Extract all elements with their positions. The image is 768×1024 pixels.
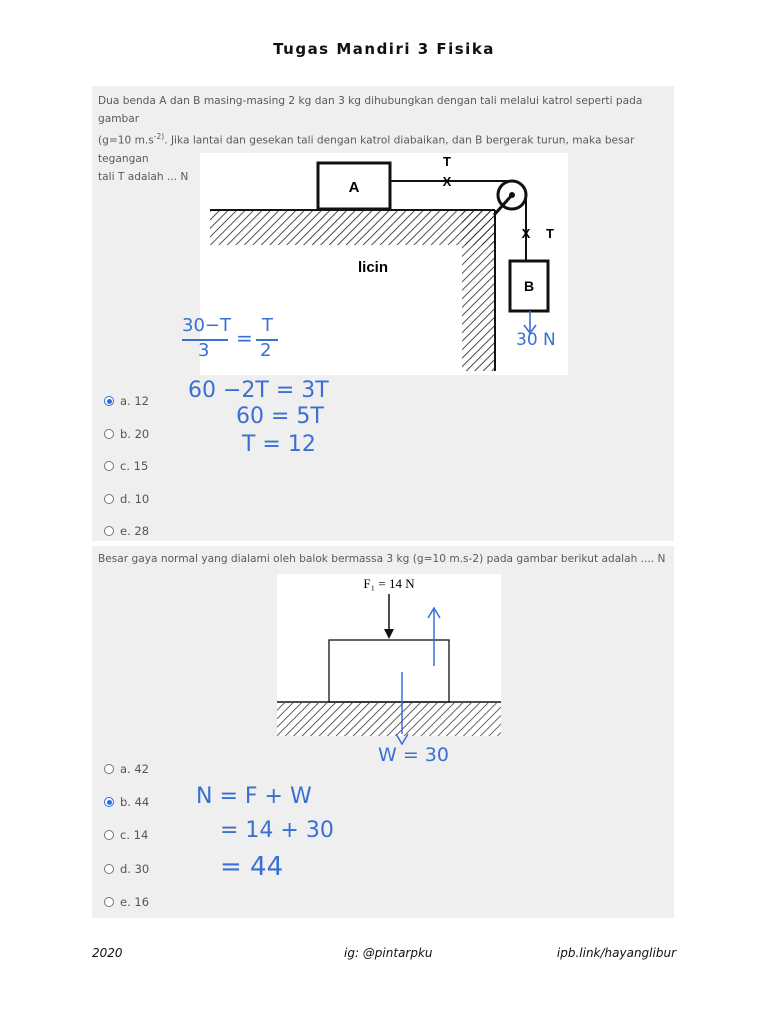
radio-button[interactable]: [104, 764, 114, 774]
q2-option-b[interactable]: [104, 795, 149, 809]
question-2-text: Besar gaya normal yang dialami oleh balok bermassa 3 kg (g=10 m.s-2) pada gambar berikut adalah .... N: [98, 553, 666, 565]
radio-button-selected[interactable]: [104, 396, 114, 406]
footer-link: ipb.link/hayanglibur: [556, 946, 676, 960]
option-label: e. 16: [120, 895, 150, 909]
block-figure: [277, 574, 501, 736]
option-label: a. 12: [120, 394, 149, 408]
q1-equals-sign: =: [236, 326, 253, 350]
radio-button[interactable]: [104, 830, 114, 840]
ground-hatch: [277, 703, 501, 736]
option-label: b. 44: [120, 795, 150, 809]
radio-button[interactable]: [104, 526, 114, 536]
q1-working-line-3: T = 12: [242, 432, 316, 457]
block: [329, 640, 449, 702]
block-diagram: [277, 574, 501, 736]
q1-line2-sup: -2): [153, 132, 165, 141]
page-title: Tugas Mandiri 3 Fisika: [273, 40, 495, 58]
q2-weight-note: W = 30: [378, 744, 449, 766]
option-label: c. 15: [120, 459, 149, 473]
q1-fraction-right-den: 2: [260, 340, 272, 361]
q1-fraction-right-num: T: [262, 315, 273, 336]
force-label: F₁ = 14 N: [363, 576, 415, 591]
question-1-card: [92, 86, 674, 541]
q1-working-line-1: 60 −2T = 3T: [188, 378, 329, 403]
q1-weight-note: 30 N: [516, 330, 556, 350]
q1-option-a[interactable]: [104, 394, 149, 408]
radio-button[interactable]: [104, 429, 114, 439]
q1-option-b[interactable]: [104, 427, 149, 441]
table-side-hatch: [462, 211, 495, 371]
q2-option-c[interactable]: [104, 828, 148, 842]
option-label: e. 28: [120, 524, 150, 538]
q1-working-line-2: 60 = 5T: [236, 404, 324, 429]
q2-option-a[interactable]: [104, 762, 149, 776]
option-label: b. 20: [120, 427, 150, 441]
question-1-line-1: Dua benda A dan B masing-masing 2 kg dan 3 kg dihubungkan dengan tali melalui katrol seperti pada gambar: [98, 95, 643, 125]
q1-fraction-left-den: 3: [198, 340, 210, 361]
block-b-label: B: [523, 278, 535, 294]
radio-button[interactable]: [104, 461, 114, 471]
q2-working-line-1: N = F + W: [196, 784, 312, 809]
radio-button-selected[interactable]: [104, 797, 114, 807]
q1-option-e[interactable]: [104, 524, 149, 538]
rope-mark-top: X: [442, 174, 452, 189]
block-a-label: A: [348, 179, 360, 196]
q1-fraction-left-num: 30−T: [182, 315, 231, 336]
option-label: c. 14: [120, 828, 149, 842]
q1-line2-post: . Jika lantai dan gesekan tali dengan katrol diabaikan, dan B bergerak turun, maka besar tegangan: [98, 134, 635, 165]
q1-option-d[interactable]: [104, 492, 149, 506]
table-top-hatch: [210, 211, 495, 245]
q1-line2-pre: (g=10 m.s: [98, 134, 154, 147]
footer-instagram: ig: @pintarpku: [344, 946, 433, 960]
option-label: d. 10: [120, 492, 150, 506]
force-arrow-head: [384, 629, 394, 639]
radio-button[interactable]: [104, 864, 114, 874]
q2-working-line-2: = 14 + 30: [220, 818, 334, 843]
radio-button[interactable]: [104, 494, 114, 504]
pulley-diagram: [200, 153, 568, 375]
rope-mark-side: X: [521, 226, 531, 241]
footer-year: 2020: [92, 946, 123, 960]
option-label: a. 42: [120, 762, 149, 776]
option-label: d. 30: [120, 862, 150, 876]
question-2-card: [92, 546, 674, 918]
q1-option-c[interactable]: [104, 459, 148, 473]
pulley-figure: [200, 153, 568, 375]
q2-working-line-3: = 44: [220, 852, 284, 882]
question-1-line-3: tali T adalah ... N: [98, 170, 189, 183]
radio-button[interactable]: [104, 897, 114, 907]
q2-option-d[interactable]: [104, 862, 149, 876]
surface-label: licin: [357, 259, 389, 276]
tension-label-top: T: [443, 154, 451, 169]
tension-label-side: T: [546, 226, 554, 241]
q2-option-e[interactable]: [104, 895, 149, 909]
